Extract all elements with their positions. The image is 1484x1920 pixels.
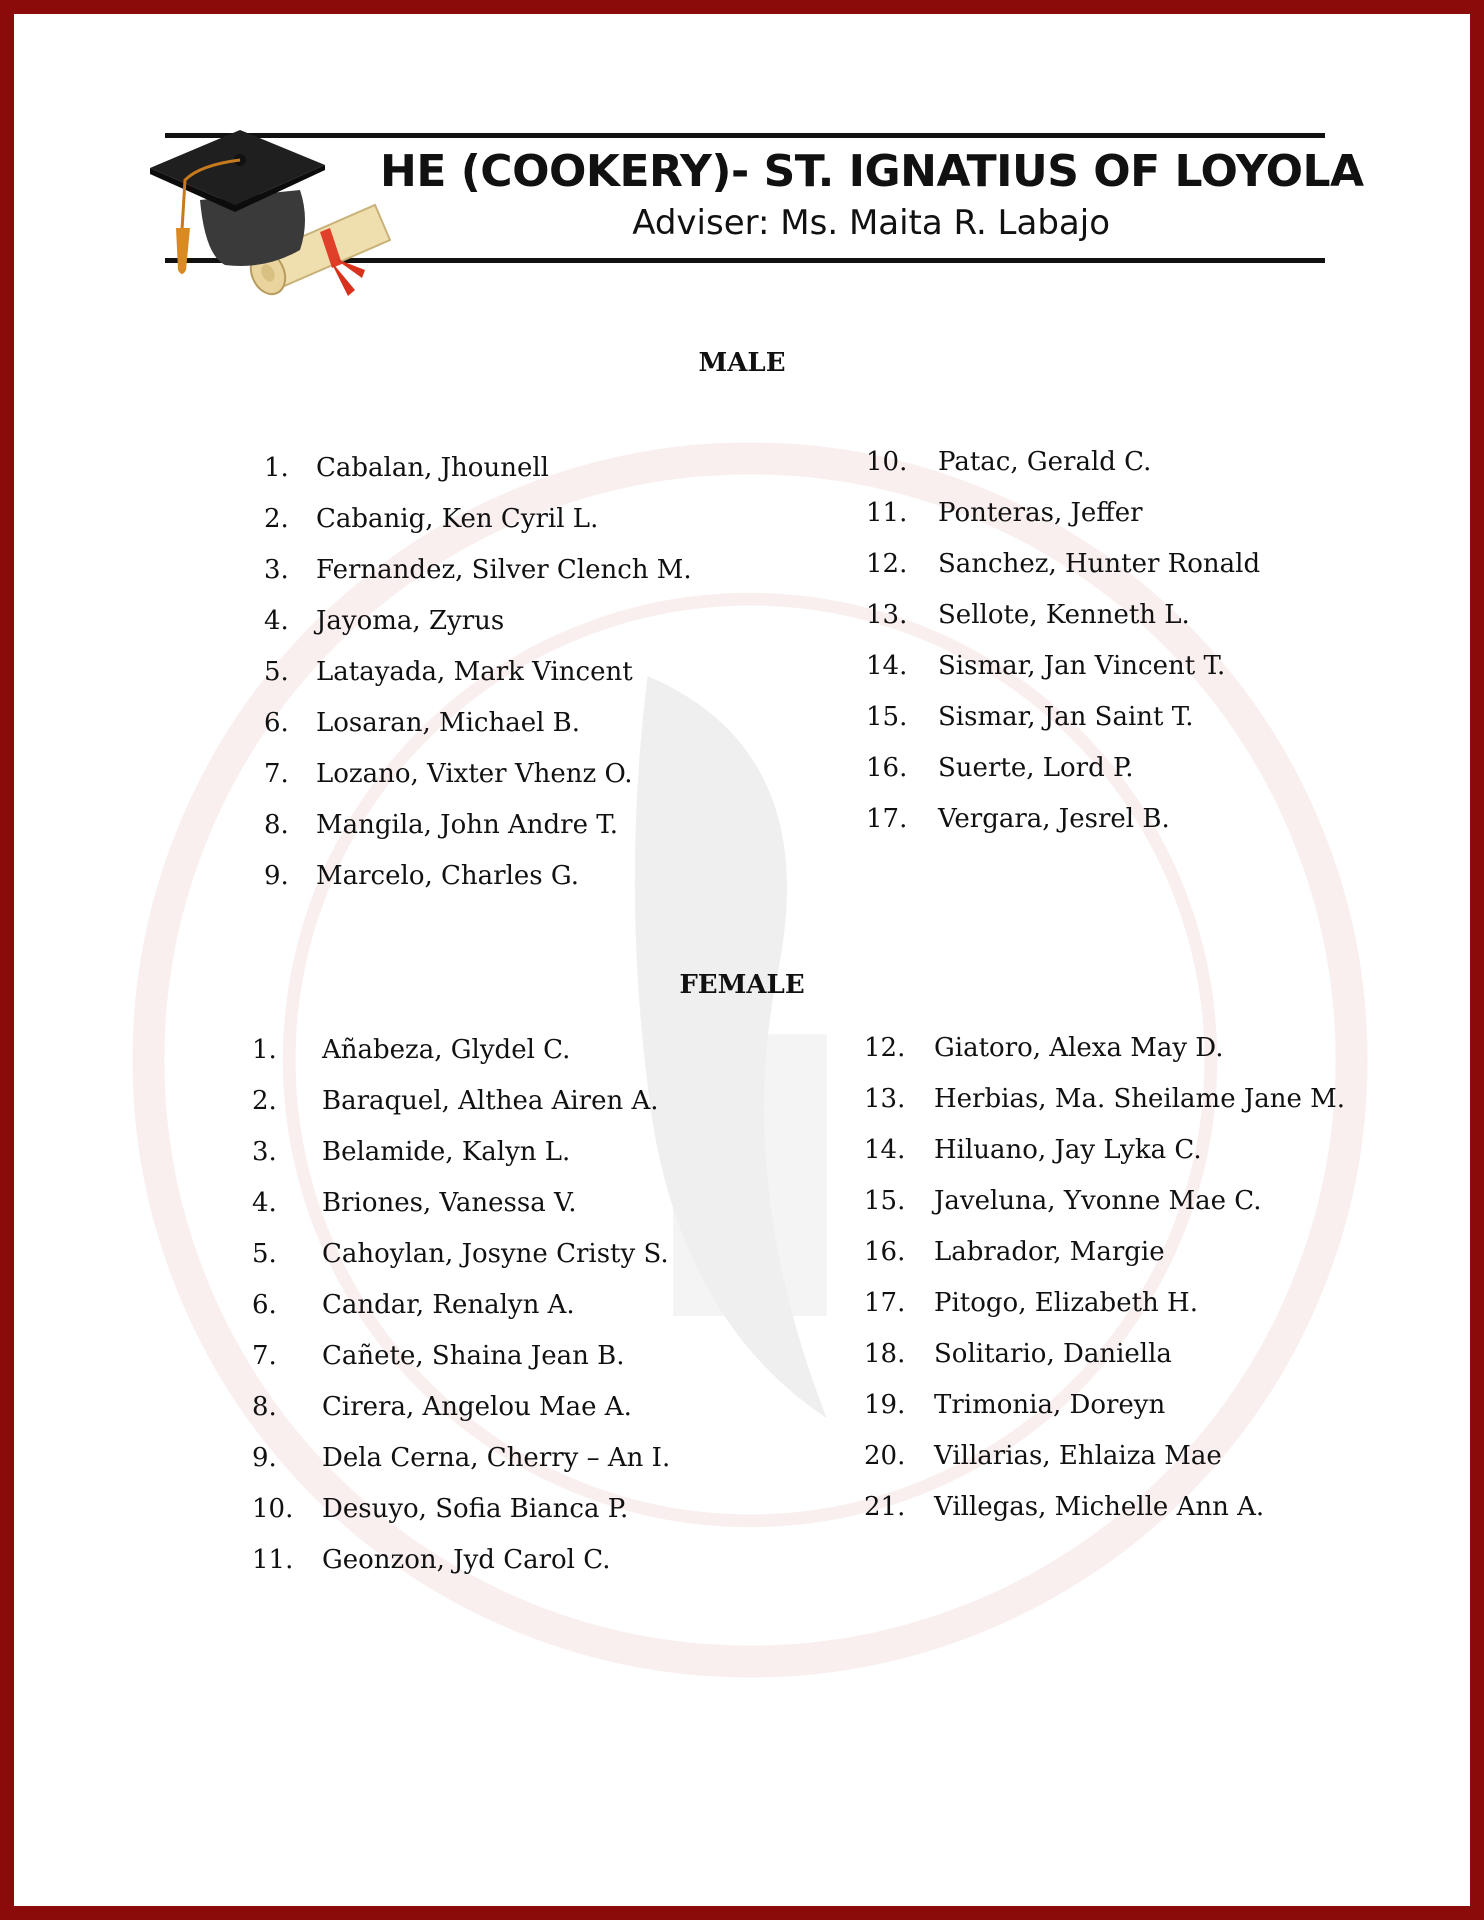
male-heading: MALE bbox=[698, 348, 786, 378]
female-heading: FEMALE bbox=[679, 970, 805, 1000]
adviser-line: Adviser: Ms. Maita R. Labajo bbox=[632, 203, 1110, 243]
page-title: HE (COOKERY)- ST. IGNATIUS OF LOYOLA bbox=[380, 146, 1364, 197]
